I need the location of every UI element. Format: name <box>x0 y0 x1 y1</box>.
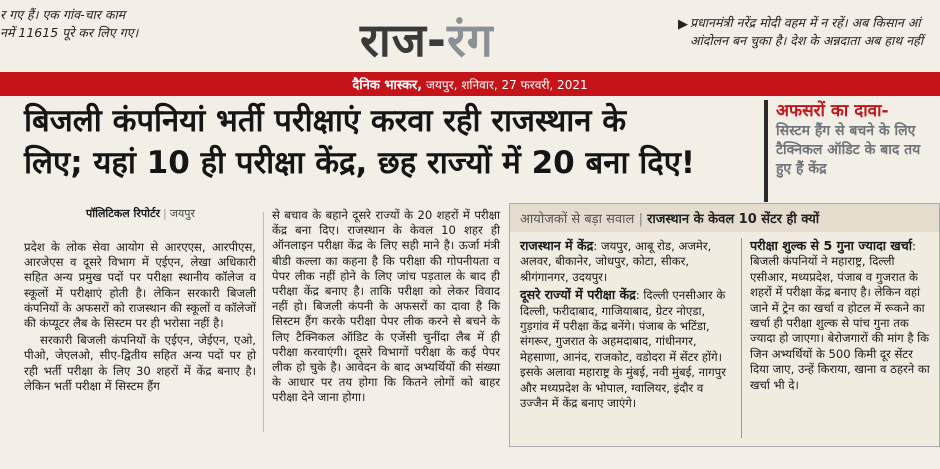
column-divider <box>263 212 264 432</box>
snippet-line: र गए हैं। एक गांव-चार काम <box>0 7 126 22</box>
paragraph: प्रदेश के लोक सेवा आयोग से आरएएस, आरपीएस, आरजेएस व दूसरे विभाग में एईएन, लेखा अधिकारी सहित अन्य प्रमुख पदों पर परीक्षा स्थानीय कॉलेज व स्कूलों में परीक्षाएं होती है। लेकिन सरकारी बिजली कंपनियों के अफसरों को राजस्थान की स्कूलों व कॉलेजों की कंप्यूटर लैब के सिस्टम पर ही भरोसा नहीं है। <box>24 240 256 331</box>
date-text: जयपुर, शनिवार, 27 फरवरी, 2021 <box>426 78 588 92</box>
main-headline <box>24 100 764 184</box>
panel-right-column <box>750 238 930 393</box>
newspaper-name: दैनिक भास्कर, <box>352 78 423 93</box>
masthead-dash: - <box>426 13 447 67</box>
quote-bullet-icon: ▶ <box>678 17 688 32</box>
panel-header-question: आयोजकों से बड़ा सवाल <box>520 212 635 227</box>
side-box-title: अफसरों का दावा- <box>776 101 889 121</box>
next-article-cutoff <box>0 450 940 469</box>
dateline <box>0 75 940 93</box>
snippet-line: नमें 11615 पूरे कर लिए गए। <box>0 25 139 40</box>
side-box-body: सिस्टम हैंग से बचने के लिए टैक्निकल ऑडिट के बाद तय हुए हैं केंद्र <box>776 123 921 177</box>
masthead-part1: राज <box>360 13 427 67</box>
officials-claim-box <box>764 100 940 202</box>
panel-column-divider <box>741 238 742 438</box>
previous-page-snippet-right <box>676 14 940 50</box>
snippet-line: आंदोलन बन चुका है। देश के अन्नदाता अब हाथ नहीं <box>690 33 924 48</box>
panel-header-title: राजस्थान के केवल 10 सेंटर ही क्यों <box>647 212 820 227</box>
article-column-2 <box>272 208 500 406</box>
panel-text: : जयपुर, आबू रोड, अजमेर, अलवर, बीकानेर, जोधपुर, कोटा, सीकर, श्रीगंगानगर, उदयपुर। <box>520 239 712 284</box>
masthead-raj-rang <box>360 8 590 68</box>
byline-author: पॉलिटिकल रिपोर्टर <box>86 207 161 220</box>
snippet-line: प्रधानमंत्री नरेंद्र मोदी वहम में न रहें। अब किसान आं <box>690 15 921 30</box>
panel-text: : बिजली कंपनियों ने महाराष्ट्र, दिल्ली एसीआर, मध्यप्रदेश, पंजाब व गुजरात के शहरों में परीक्षा केंद्र बनाए है। लेकिन वहां जाने में ट्रेन का खर्चा व होटल में रूकने का खर्चा ही परीक्षा शुल्क से पांच गुना तक ज्यादा हो जाएगा। बेरोजगारों की मांग है कि जिन अभ्यर्थियों के 500 किमी दूर सेंटर दिया जाए, उन्हें किराया, खाना व ठहरने का खर्चा भी दे। <box>750 239 930 392</box>
panel-header-separator: | <box>638 212 644 227</box>
headline-line-1: बिजली कंपनियां भर्ती परीक्षाएं करवा रही राजस्थान के <box>24 103 627 139</box>
byline-separator: | <box>163 207 167 220</box>
panel-header <box>510 204 939 232</box>
masthead-part2: रंग <box>446 13 494 67</box>
byline-city: जयपुर <box>169 207 196 220</box>
panel-paragraph <box>750 238 930 393</box>
organizers-question-panel <box>509 203 940 447</box>
panel-paragraph <box>520 287 734 411</box>
panel-paragraph <box>520 238 734 285</box>
paragraph: से बचाव के बहाने दूसरे राज्यों के 20 शहरों में परीक्षा केंद्र बना दिए। राजस्थान के केवल 10 शहर ही ऑनलाइन परीक्षा केंद्र के लिए सही माने है। ऊर्जा मंत्री बीडी कल्ला का कहना है कि परीक्षा की गोपनीयता व पेपर लीक नहीं होने के लिए जांच पड़ताल के बाद ही परीक्षा केंद्र बनाए है। ताकि परीक्षा को लेकर विवाद नहीं हो। बिजली कंपनी के अफसरों का दावा है कि सिस्टम हैंग करके परीक्षा पेपर लीक करने से बचने के लिए टैक्निकल ऑडिट के एजेंसी चुनींदा लैब में ही परीक्षा करवाएंगी। दूसरे विभागों परीक्षा के कई पेपर लीक हो चुके है। आवेदन के बाद अभ्यर्थियों की संख्या के आधार पर तय होगा कि कितने लोगों को बाहर परीक्षा देने जाना होगा। <box>272 208 500 405</box>
panel-subhead: राजस्थान में केंद्र <box>520 238 594 253</box>
byline <box>86 206 195 221</box>
panel-subhead: दूसरे राज्यों में परीक्षा केंद्र <box>520 287 636 303</box>
previous-page-snippet-left <box>0 6 300 42</box>
dateline-bar <box>0 72 940 96</box>
article-column-1 <box>24 240 256 394</box>
panel-subhead: परीक्षा शुल्क से 5 गुना ज्यादा खर्चा <box>750 238 912 253</box>
headline-line-2: लिए; यहां 10 ही परीक्षा केंद्र, छह राज्यों में 20 बना दिए! <box>24 145 696 181</box>
paragraph: सरकारी बिजली कंपनियों के एईएन, जेईएन, एओ, पीओ, जेएलओ, सीए-द्वितीय सहित अन्य पदों पर हो रही भर्ती परीक्षा के लिए 30 शहरों में केंद्र बनाए है। लेकिन भर्ती परीक्षा में सिस्टम हैंग <box>24 333 256 393</box>
panel-left-column <box>520 238 734 411</box>
panel-text: : दिल्ली एनसीआर के दिल्ली, फरीदाबाद, गाजियाबाद, ग्रेटर नोएडा, गुड़गांव में परीक्षा केंद्र बनेंगे। पंजाब के भटिंडा, संगरूर, गुजरात के अहमदाबाद, गांधीनगर, मेहसाणा, आनंद, राजकोट, वडोदरा में सेंटर होंगे। इसके अलावा महाराष्ट्र के मुंबई, नवी मुंबई, नागपुर और मध्यप्रदेश के भोपाल, ग्वालियर, इंदौर व उज्जैन में केंद्र बनाए जाएंगे। <box>520 288 726 411</box>
